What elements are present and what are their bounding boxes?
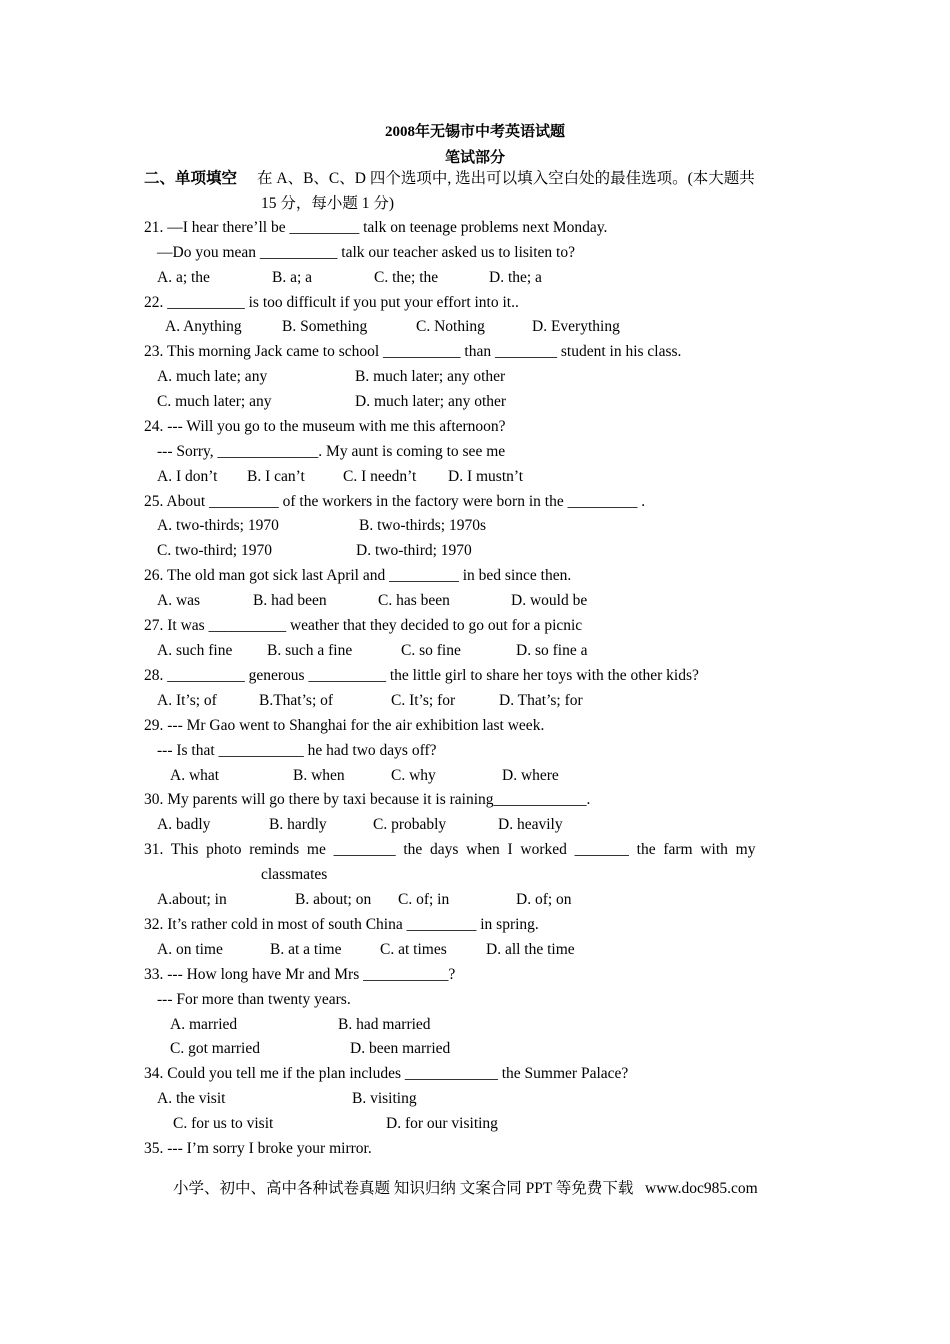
question-22-stem: 22. __________ is too difficult if you put your effort into it.. xyxy=(144,294,519,311)
question-30-option-c: C. probably xyxy=(373,816,447,833)
question-31-stem-2: classmates xyxy=(261,866,328,883)
question-27-option-a: A. such fine xyxy=(157,642,233,659)
question-26-option-c: C. has been xyxy=(378,592,450,609)
exam-subtitle: 笔试部分 xyxy=(444,150,505,166)
question-22-option-d: D. Everything xyxy=(532,318,620,335)
question-23-option-d: D. much later; any other xyxy=(355,393,507,410)
question-27-option-d: D. so fine a xyxy=(516,642,588,659)
question-26-stem: 26. The old man got sick last April and _________ in bed since then. xyxy=(144,567,572,584)
question-30-option-b: B. hardly xyxy=(269,816,327,833)
question-27-stem: 27. It was __________ weather that they decided to go out for a picnic xyxy=(144,617,583,634)
question-30-stem: 30. My parents will go there by taxi because it is raining____________. xyxy=(144,791,591,808)
question-21-option-c: C. the; the xyxy=(374,269,439,286)
question-21-stem: 21. —I hear there’ll be _________ talk on teenage problems next Monday. xyxy=(144,219,608,236)
question-25-option-d: D. two-third; 1970 xyxy=(356,542,472,559)
question-32-stem: 32. It’s rather cold in most of south China _________ in spring. xyxy=(144,916,539,933)
question-34-option-d: D. for our visiting xyxy=(386,1115,498,1132)
question-27-option-c: C. so fine xyxy=(401,642,461,659)
question-30-option-d: D. heavily xyxy=(498,816,563,833)
question-28-option-c: C. It’s; for xyxy=(391,692,456,709)
question-24-stem-2: --- Sorry, _____________. My aunt is coming to see me xyxy=(157,443,506,460)
question-22-option-b: B. Something xyxy=(282,318,368,335)
question-31-option-d: D. of; on xyxy=(516,891,572,908)
question-26-option-b: B. had been xyxy=(253,592,327,609)
question-29-option-a: A. what xyxy=(170,767,220,784)
question-35-stem: 35. --- I’m sorry I broke your mirror. xyxy=(144,1140,372,1157)
question-31-option-c: C. of; in xyxy=(398,891,450,908)
question-24-option-c: C. I needn’t xyxy=(343,468,417,485)
exam-title: 2008年无锡市中考英语试题 xyxy=(384,124,565,140)
question-21-option-d: D. the; a xyxy=(489,269,542,286)
question-34-option-c: C. for us to visit xyxy=(173,1115,274,1132)
question-33-option-c: C. got married xyxy=(170,1040,260,1057)
question-33-option-b: B. had married xyxy=(338,1016,431,1033)
question-22-option-a: A. Anything xyxy=(165,318,242,335)
question-29-option-b: B. when xyxy=(293,767,345,784)
question-33-option-d: D. been married xyxy=(350,1040,451,1057)
question-25-stem: 25. About _________ of the workers in the factory were born in the _________ . xyxy=(144,493,646,510)
question-31-option-b: B. about; on xyxy=(295,891,372,908)
question-26-option-a: A. was xyxy=(157,592,201,609)
question-23-option-b: B. much later; any other xyxy=(355,368,506,385)
question-23-option-a: A. much late; any xyxy=(157,368,268,385)
question-31-stem: 31. This photo reminds me ________ the days when I worked _______ the farm with my xyxy=(144,841,756,858)
question-24-option-a: A. I don’t xyxy=(157,468,218,485)
question-28-option-d: D. That’s; for xyxy=(499,692,583,709)
question-24-option-b: B. I can’t xyxy=(247,468,305,485)
question-25-option-a: A. two-thirds; 1970 xyxy=(157,517,279,534)
question-21-option-a: A. a; the xyxy=(157,269,210,286)
question-21-option-b: B. a; a xyxy=(272,269,313,286)
question-32-option-a: A. on time xyxy=(157,941,223,958)
page-footer: 小学、初中、高中各种试卷真题 知识归纳 文案合同 PPT 等免费下载 www.doc985.com xyxy=(173,1180,758,1197)
question-23-option-c: C. much later; any xyxy=(157,393,272,410)
question-29-stem-2: --- Is that ___________ he had two days off? xyxy=(157,742,437,759)
question-34-option-a: A. the visit xyxy=(157,1090,226,1107)
question-27-option-b: B. such a fine xyxy=(267,642,353,659)
question-33-option-a: A. married xyxy=(170,1016,238,1033)
question-32-option-c: C. at times xyxy=(380,941,447,958)
question-32-option-d: D. all the time xyxy=(486,941,575,958)
question-24-option-d: D. I mustn’t xyxy=(448,468,524,485)
question-32-option-b: B. at a time xyxy=(270,941,342,958)
question-30-option-a: A. badly xyxy=(157,816,211,833)
question-31-option-a: A.about; in xyxy=(157,891,227,908)
question-33-stem: 33. --- How long have Mr and Mrs ___________? xyxy=(144,966,456,983)
question-28-stem: 28. __________ generous __________ the little girl to share her toys with the other kids? xyxy=(144,667,699,684)
question-22-option-c: C. Nothing xyxy=(416,318,485,335)
question-29-stem: 29. --- Mr Gao went to Shanghai for the air exhibition last week. xyxy=(144,717,545,734)
question-26-option-d: D. would be xyxy=(511,592,588,609)
section-instruction-cont: 15 分，每小题 1 分) xyxy=(261,195,395,212)
question-25-option-b: B. two-thirds; 1970s xyxy=(359,517,487,534)
question-28-option-b: B.That’s; of xyxy=(259,692,334,709)
question-21-stem-2: —Do you mean __________ talk our teacher asked us to lisiten to? xyxy=(157,244,575,261)
question-34-option-b: B. visiting xyxy=(352,1090,417,1107)
question-25-option-c: C. two-third; 1970 xyxy=(157,542,272,559)
question-29-option-c: C. why xyxy=(391,767,436,784)
question-33-stem-2: --- For more than twenty years. xyxy=(157,991,351,1008)
question-23-stem: 23. This morning Jack came to school __________ than ________ student in his class. xyxy=(144,343,682,360)
question-34-stem: 34. Could you tell me if the plan includes ____________ the Summer Palace? xyxy=(144,1065,629,1082)
section-label: 二、单项填空 xyxy=(144,170,238,187)
section-instruction: 在 A、B、C、D 四个选项中, 选出可以填入空白处的最佳选项。(本大题共 xyxy=(257,170,755,187)
question-24-stem: 24. --- Will you go to the museum with me this afternoon? xyxy=(144,418,506,435)
question-29-option-d: D. where xyxy=(502,767,559,784)
question-28-option-a: A. It’s; of xyxy=(157,692,217,709)
